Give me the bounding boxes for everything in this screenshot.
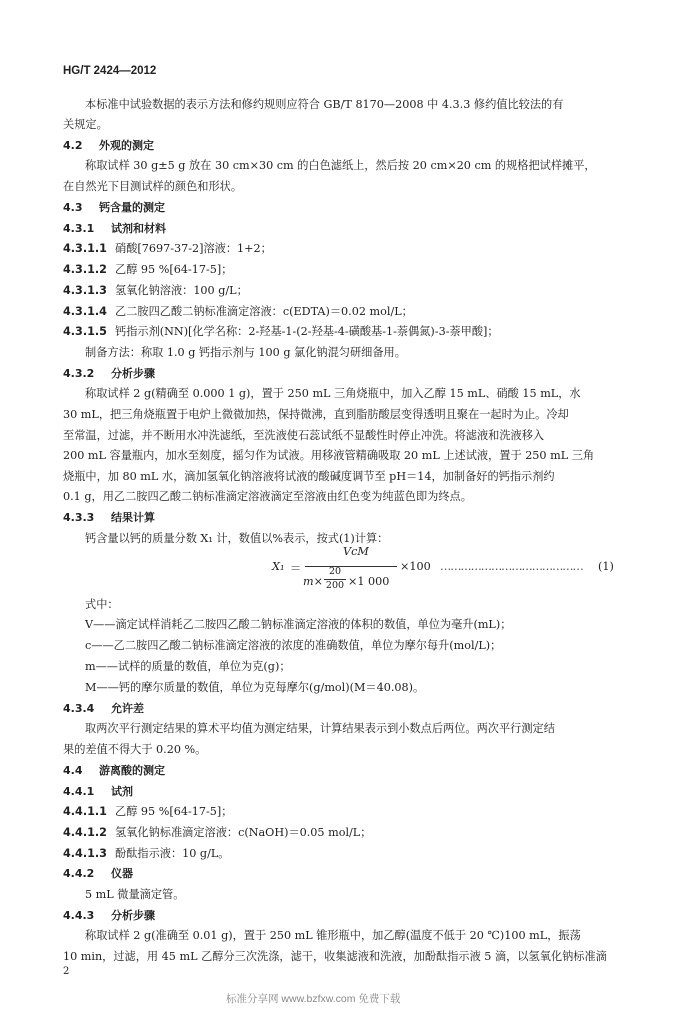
subsection-heading: 4.3.3 结果计算 [63, 511, 155, 524]
paragraph-line: 30 mL，把三角烧瓶置于电炉上微微加热，保持微沸，直到脂肪酸层变得透明且聚在一起时为止。冷却 [63, 408, 569, 421]
formula-den-pre: m× [303, 575, 323, 588]
paragraph-line: 5 mL 微量滴定管。 [85, 888, 185, 901]
formula-equals: ＝ [290, 562, 302, 575]
paragraph-line: 至常温，过滤，并不断用水冲洗滤纸，至洗液使石蕊试纸不显酸性时停止冲洗。将滤液和洗液移入 [63, 429, 545, 442]
variable-definition: m——试样的质量的数值，单位为克(g)； [85, 660, 291, 673]
list-item: 4.3.1.3 氢氧化钠溶液：100 g/L； [63, 284, 248, 297]
section-heading: 4.3 钙含量的测定 [63, 201, 165, 214]
formula-inner-denominator: 200 [325, 580, 345, 591]
list-item: 4.4.1.3 酚酞指示液：10 g/L。 [63, 847, 230, 860]
subsection-heading: 4.3.1 试剂和材料 [63, 222, 166, 235]
list-item: 4.3.1.5 钙指示剂(NN)[化学名称：2-羟基-1-(2-羟基-4-磺酸基-1-萘偶氮)-3-萘甲酸]； [63, 325, 499, 338]
subsection-heading: 4.3.2 分析步骤 [63, 367, 155, 380]
variable-definition: V——滴定试样消耗乙二胺四乙酸二钠标准滴定溶液的体积的数值，单位为毫升(mL)； [85, 618, 512, 631]
list-item: 4.4.1.1 乙醇 95 %[64-17-5]； [63, 805, 233, 818]
paragraph-line: 本标准中试验数据的表示方法和修约规则应符合 GB/T 8170—2008 中 4.3.3 修约值比较法的有 [85, 98, 564, 111]
paragraph-line: 制备方法：称取 1.0 g 钙指示剂与 100 g 氯化钠混匀研细备用。 [85, 346, 406, 359]
section-heading: 4.2 外观的测定 [63, 139, 154, 152]
variable-definition: c——乙二胺四乙酸二钠标准滴定溶液的浓度的准确数值，单位为摩尔每升(mol/L)； [85, 639, 502, 652]
list-item: 4.3.1.1 硝酸[7697-37-2]溶液：1+2； [63, 242, 272, 255]
formula-multiplier: ×100 [400, 560, 431, 573]
standard-number: HG/T 2424—2012 [63, 65, 157, 77]
formula-fraction-bar [305, 566, 397, 567]
subsection-heading: 4.4.2 仪器 [63, 867, 133, 880]
formula-lhs: X₁ [272, 560, 285, 573]
paragraph-line: 称取试样 30 g±5 g 放在 30 cm×30 cm 的白色滤纸上，然后按 20 cm×20 cm 的规格把试样摊平， [85, 159, 596, 172]
list-item: 4.4.1.2 氢氧化钠标准滴定溶液：c(NaOH)＝0.05 mol/L； [63, 826, 372, 839]
formula-den-post: ×1 000 [348, 575, 390, 588]
formula-leader-dots: …………………………………… [440, 560, 583, 573]
subsection-heading: 4.4.1 试剂 [63, 785, 133, 798]
watermark-footer: 标准分享网 www.bzfxw.com 免费下载 [226, 993, 401, 1005]
paragraph-line: 称取试样 2 g(准确至 0.01 g)，置于 250 mL 锥形瓶中，加乙醇(温度不低于 20 ℃)100 mL，振荡 [85, 929, 581, 942]
paragraph-line: 10 min，过滤，用 45 mL 乙醇分三次洗涤，滤干，收集滤液和洗液，加酚酞指示液 5 滴，以氢氧化钠标准滴 [63, 950, 607, 963]
paragraph-line: 取两次平行测定结果的算术平均值为测定结果，计算结果表示到小数点后两位。两次平行测定结 [85, 722, 555, 735]
list-item: 4.3.1.2 乙醇 95 %[64-17-5]； [63, 263, 233, 276]
variable-definition: M——钙的摩尔质量的数值，单位为克每摩尔(g/mol)(M＝40.08)。 [85, 681, 425, 694]
paragraph-line: 0.1 g，用乙二胺四乙酸二钠标准滴定溶液滴定至溶液由红色变为纯蓝色即为终点。 [63, 490, 472, 503]
paragraph-line: 称取试样 2 g(精确至 0.000 1 g)，置于 250 mL 三角烧瓶中，加入乙醇 15 mL、硝酸 15 mL，水 [85, 387, 581, 400]
paragraph-line: 200 mL 容量瓶内，加水至刻度，摇匀作为试液。用移液管精确吸取 20 mL 上述试液，置于 250 mL 三角 [63, 449, 595, 462]
paragraph-line: 式中： [85, 598, 119, 611]
paragraph-line: 烧瓶中，加 80 mL 水，滴加氢氧化钠溶液将试液的酸碱度调节至 pH＝14，加制备好的钙指示剂约 [63, 470, 555, 483]
subsection-heading: 4.3.4 允许差 [63, 702, 144, 715]
list-item: 4.3.1.4 乙二胺四乙酸二钠标准滴定溶液：c(EDTA)＝0.02 mol/L； [63, 305, 413, 318]
paragraph-line: 钙含量以钙的质量分数 X₁ 计，数值以%表示，按式(1)计算： [85, 532, 389, 545]
formula-numerator: VcM [343, 545, 369, 558]
subsection-heading: 4.4.3 分析步骤 [63, 909, 155, 922]
section-heading: 4.4 游离酸的测定 [63, 764, 165, 777]
paragraph-line: 在自然光下目测试样的颜色和形状。 [63, 180, 243, 193]
formula-number: (1) [598, 560, 614, 573]
page-number: 2 [63, 966, 70, 977]
paragraph-line: 关规定。 [63, 118, 108, 131]
paragraph-line: 果的差值不得大于 0.20 %。 [63, 743, 207, 756]
formula-inner-numerator: 20 [328, 566, 342, 577]
